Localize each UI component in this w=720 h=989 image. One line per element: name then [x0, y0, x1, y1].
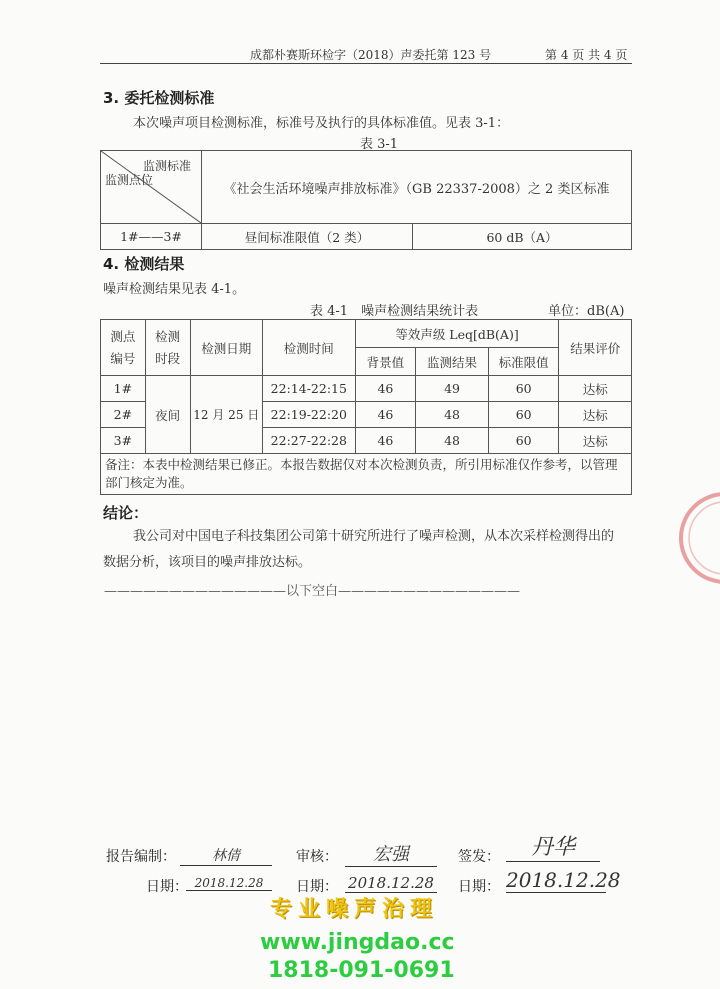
date-label-2: 日期：: [296, 879, 338, 895]
header-limit: 标准限值: [488, 348, 559, 376]
date-cell: 12 月 25 日: [190, 376, 263, 454]
diag-top-label: 监测标准: [143, 159, 192, 173]
conclusion-title: 结论：: [103, 504, 149, 522]
limit-value: 60 dB（A）: [413, 224, 632, 250]
table-row: 3# 22:27-22:28 46 48 60 达标: [101, 428, 632, 454]
section-4-intro: 噪声检测结果见表 4-1。: [103, 282, 246, 297]
date-1: 2018.12.28: [186, 876, 272, 891]
issuer-label: 签发：: [458, 849, 500, 865]
table-3-1: [100, 150, 632, 250]
table-4-1-caption: 表 4-1 噪声检测结果统计表: [310, 304, 479, 319]
reviewer-label: 审核：: [296, 849, 338, 865]
watermark-url: www.jingdao.cc: [260, 930, 455, 955]
standard-name: 《社会生活环境噪声排放标准》（GB 22337-2008）之 2 类区标准: [202, 151, 632, 224]
header-background: 背景值: [355, 348, 416, 376]
conclusion-text: 我公司对中国电子科技集团公司第十研究所进行了噪声检测，从本次采样检测得出的数据分析，该项目的噪声排放达标。: [103, 529, 615, 570]
header-period: 检测 时段: [145, 320, 190, 376]
header-eval: 结果评价: [559, 320, 632, 376]
table-row: 1# 夜间 12 月 25 日 22:14-22:15 46 49 60 达标: [101, 376, 632, 402]
page-number: 第 4 页 共 4 页: [545, 48, 628, 62]
header-time: 检测时间: [263, 320, 356, 376]
point-range: 1#——3#: [101, 224, 202, 250]
date-label-3: 日期：: [458, 879, 500, 895]
table-4-1-unit: 单位：dB(A): [548, 304, 625, 319]
diag-bottom-label: 监测点位: [105, 173, 154, 187]
date-label-1: 日期：: [146, 879, 188, 895]
diagonal-header-cell: [101, 151, 202, 224]
header-date: 检测日期: [190, 320, 263, 376]
watermark-title: 专业噪声治理: [270, 897, 439, 922]
red-seal-stamp: [665, 490, 720, 590]
table-3-1-caption: 表 3-1: [360, 137, 399, 152]
section-3-intro: 本次噪声项目检测标准，标准号及执行的具体标准值。见表 3-1：: [133, 116, 510, 131]
table-note: 备注：本表中检测结果已修正。本报告数据仅对本次检测负责，所引用标准仅作参考，以管理部门核定为准。: [101, 454, 632, 495]
limit-name: 昼间标准限值（2 类）: [202, 224, 413, 250]
header-monitor: 监测结果: [416, 348, 489, 376]
header-point: 测点 编号: [101, 320, 146, 376]
compiler-signature: 林倩: [180, 845, 272, 866]
compiler-label: 报告编制：: [106, 849, 176, 865]
date-3: 2018.12.28: [506, 868, 621, 892]
section-4-title: 4. 检测结果: [103, 255, 185, 273]
issuer-signature: 丹华: [506, 830, 600, 862]
reviewer-signature: 宏强: [345, 840, 437, 867]
period-cell: 夜间: [145, 376, 190, 454]
document-number: 成都朴赛斯环检字（2018）声委托第 123 号: [250, 48, 492, 62]
date-2: 2018.12.28: [345, 874, 437, 893]
header-leq: 等效声级 Leq[dB(A)]: [355, 320, 559, 348]
header-rule: [100, 63, 632, 64]
table-row: 2# 22:19-22:20 46 48 60 达标: [101, 402, 632, 428]
blank-below-line: ——————————————以下空白——————————————: [104, 584, 521, 599]
table-4-1: [100, 319, 632, 495]
watermark-phone: 1818-091-0691: [268, 958, 455, 983]
section-3-title: 3. 委托检测标准: [103, 89, 215, 107]
